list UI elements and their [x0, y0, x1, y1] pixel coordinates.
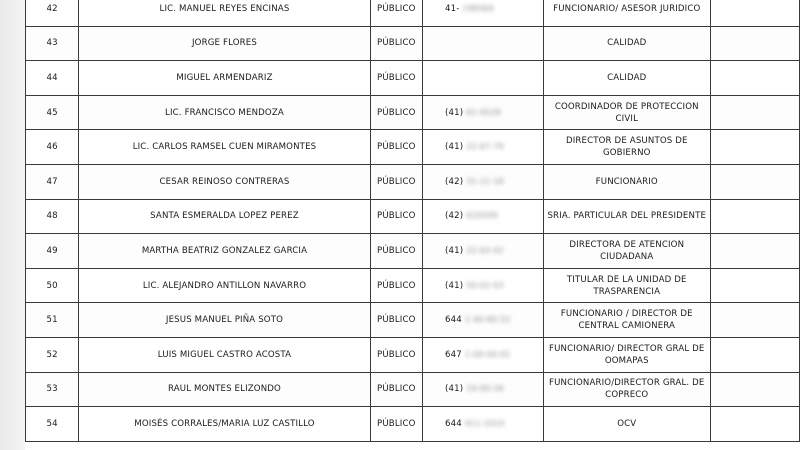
name-cell: LIC. CARLOS RAMSEL CUEN MIRAMONTES	[79, 130, 370, 165]
contacts-table	[25, 0, 800, 442]
empty-cell	[710, 234, 799, 269]
phone-cell	[422, 26, 543, 61]
empty-cell	[710, 372, 799, 407]
role-cell: DIRECTORA DE ATENCION CIUDADANA	[543, 234, 710, 269]
role-cell: SRIA. PARTICULAR DEL PRESIDENTE	[543, 199, 710, 234]
phone-prefix: (41)	[444, 245, 464, 256]
table-row	[26, 61, 800, 96]
type-cell: PÚBLICO	[370, 0, 422, 26]
table-row	[26, 337, 800, 372]
phone-redacted: 1-00-00-01	[464, 349, 511, 359]
role-cell: TITULAR DE LA UNIDAD DE TRASPARENCIA	[543, 268, 710, 303]
type-cell: PÚBLICO	[370, 199, 422, 234]
empty-cell	[710, 407, 799, 442]
name-cell: LIC. ALEJANDRO ANTILLON NAVARRO	[79, 268, 370, 303]
role-cell: FUNCIONARIO	[543, 164, 710, 199]
phone-redacted: 1-40-80-52	[464, 315, 511, 325]
empty-cell	[710, 61, 799, 96]
empty-cell	[710, 26, 799, 61]
role-cell: FUNCIONARIO/DIRECTOR GRAL. DE COPRECO	[543, 372, 710, 407]
role-cell: OCV	[543, 407, 710, 442]
table-row	[26, 372, 800, 407]
empty-cell	[710, 268, 799, 303]
phone-cell	[422, 0, 543, 26]
table-row	[26, 0, 800, 26]
type-cell: PÚBLICO	[370, 303, 422, 338]
phone-cell	[422, 130, 543, 165]
role-cell: FUNCIONARIO / DIRECTOR DE CENTRAL CAMIONERA	[543, 303, 710, 338]
table-row	[26, 268, 800, 303]
empty-cell	[710, 199, 799, 234]
phone-redacted: 31-11-18	[466, 176, 504, 186]
empty-cell	[710, 164, 799, 199]
row-number-cell: 51	[26, 303, 79, 338]
phone-redacted: 22-63-42	[466, 245, 504, 255]
row-number-cell: 54	[26, 407, 79, 442]
name-cell: JORGE FLORES	[79, 26, 370, 61]
phone-cell	[422, 268, 543, 303]
row-number-cell: 44	[26, 61, 79, 96]
phone-prefix: (41)	[444, 280, 464, 291]
table-row	[26, 95, 800, 130]
phone-prefix: 41-	[444, 3, 460, 14]
empty-cell	[710, 0, 799, 26]
phone-cell	[422, 234, 543, 269]
phone-cell	[422, 303, 543, 338]
name-cell: LUIS MIGUEL CASTRO ACOSTA	[79, 337, 370, 372]
type-cell: PÚBLICO	[370, 61, 422, 96]
phone-cell	[422, 199, 543, 234]
row-number-cell: 43	[26, 26, 79, 61]
phone-prefix: (42)	[444, 176, 464, 187]
name-cell: JESUS MANUEL PIÑA SOTO	[79, 303, 370, 338]
name-cell: LIC. MANUEL REYES ENCINAS	[79, 0, 370, 26]
row-number-cell: 42	[26, 0, 79, 26]
table-row	[26, 303, 800, 338]
phone-cell	[422, 372, 543, 407]
type-cell: PÚBLICO	[370, 164, 422, 199]
type-cell: PÚBLICO	[370, 95, 422, 130]
type-cell: PÚBLICO	[370, 26, 422, 61]
phone-redacted: 411-1010	[464, 418, 505, 428]
phone-redacted: 10-00-26	[466, 384, 504, 394]
phone-redacted: 198369	[462, 3, 494, 13]
table-row	[26, 26, 800, 61]
type-cell: PÚBLICO	[370, 372, 422, 407]
phone-cell	[422, 95, 543, 130]
phone-cell	[422, 61, 543, 96]
role-cell: COORDINADOR DE PROTECCION CIVIL	[543, 95, 710, 130]
type-cell: PÚBLICO	[370, 268, 422, 303]
table-body	[26, 0, 800, 441]
row-number-cell: 50	[26, 268, 79, 303]
empty-cell	[710, 95, 799, 130]
name-cell: MARTHA BEATRIZ GONZALEZ GARCIA	[79, 234, 370, 269]
role-cell: CALIDAD	[543, 61, 710, 96]
table-row	[26, 130, 800, 165]
phone-redacted: 50-02-03	[466, 280, 504, 290]
phone-cell	[422, 337, 543, 372]
phone-prefix: 647	[444, 349, 462, 360]
table-row	[26, 199, 800, 234]
phone-cell	[422, 407, 543, 442]
phone-prefix: (41)	[444, 384, 464, 395]
row-number-cell: 49	[26, 234, 79, 269]
role-cell: DIRECTOR DE ASUNTOS DE GOBIERNO	[543, 130, 710, 165]
empty-cell	[710, 303, 799, 338]
phone-redacted: 22-67-79	[466, 142, 504, 152]
phone-cell	[422, 164, 543, 199]
role-cell: FUNCIONARIO/ DIRECTOR GRAL DE OOMAPAS	[543, 337, 710, 372]
type-cell: PÚBLICO	[370, 130, 422, 165]
phone-prefix: (41)	[444, 142, 464, 153]
table-row	[26, 407, 800, 442]
type-cell: PÚBLICO	[370, 337, 422, 372]
row-number-cell: 47	[26, 164, 79, 199]
phone-prefix: 644	[444, 315, 462, 326]
name-cell: LIC. FRANCISCO MENDOZA	[79, 95, 370, 130]
name-cell: SANTA ESMERALDA LOPEZ PEREZ	[79, 199, 370, 234]
role-cell: FUNCIONARIO/ ASESOR JURIDICO	[543, 0, 710, 26]
row-number-cell: 46	[26, 130, 79, 165]
table-row	[26, 164, 800, 199]
empty-cell	[710, 130, 799, 165]
name-cell: MIGUEL ARMENDARIZ	[79, 61, 370, 96]
type-cell: PÚBLICO	[370, 407, 422, 442]
empty-cell	[710, 337, 799, 372]
type-cell: PÚBLICO	[370, 234, 422, 269]
phone-redacted: 610509	[466, 211, 498, 221]
phone-prefix: 644	[444, 418, 462, 429]
phone-prefix: (42)	[444, 211, 464, 222]
name-cell: RAUL MONTES ELIZONDO	[79, 372, 370, 407]
name-cell: CESAR REINOSO CONTRERAS	[79, 164, 370, 199]
row-number-cell: 48	[26, 199, 79, 234]
name-cell: MOISÉS CORRALES/MARIA LUZ CASTILLO	[79, 407, 370, 442]
role-cell: CALIDAD	[543, 26, 710, 61]
row-number-cell: 45	[26, 95, 79, 130]
phone-prefix: (41)	[444, 107, 464, 118]
row-number-cell: 52	[26, 337, 79, 372]
table-row	[26, 234, 800, 269]
phone-redacted: 61-0528	[466, 107, 501, 117]
row-number-cell: 53	[26, 372, 79, 407]
